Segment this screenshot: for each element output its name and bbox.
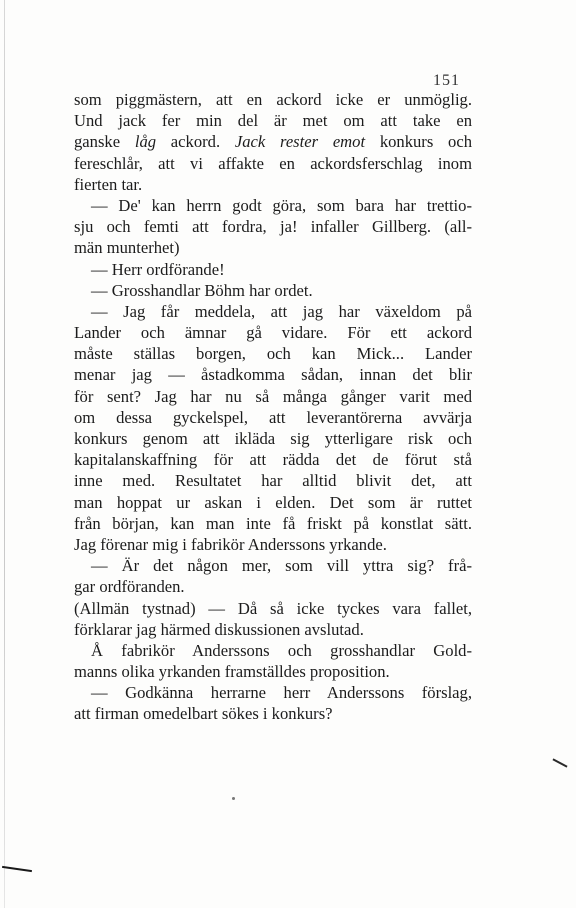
text-line: Und jack fer min del är met om att take en <box>74 111 472 131</box>
text-line: gar ordföranden. <box>74 577 185 597</box>
text-line: som piggmästern, att en ackord icke er unmöglig. <box>74 90 472 109</box>
page-number: 151 <box>433 72 460 89</box>
text-line: manns olika yrkanden framställdes proposition. <box>74 662 390 682</box>
text-line: att firman omedelbart sökes i konkurs? <box>74 704 333 724</box>
text-line: — Herr ordförande! <box>91 259 225 279</box>
text-line: män munterhet) <box>74 238 180 258</box>
page-edge-line <box>4 0 5 908</box>
text-line: menar jag — åstadkomma sådan, innan det blir <box>74 365 472 385</box>
text-line: kapitalanskaffning för att rädda det de förut stå <box>74 450 472 470</box>
text-line: förklarar jag härmed diskussionen avslutad. <box>74 619 364 639</box>
text-line: — De' kan herrn godt göra, som bara har trettio- <box>91 195 472 215</box>
text-line: — Grosshandlar Böhm har ordet. <box>91 280 313 300</box>
text-line: konkurs genom att ikläda sig ytterligare risk och <box>74 429 472 448</box>
text-line: fierten tar. <box>74 174 143 194</box>
body-text <box>74 89 472 725</box>
text-line: sju och femti att fordra, ja! infaller Gillberg. (all- <box>74 217 472 237</box>
scan-artifact-mark <box>552 758 567 767</box>
text-line: från början, kan man inte få friskt på konstlat sätt. <box>74 513 472 533</box>
text-line: — Godkänna herrarne herr Anderssons förslag, <box>91 683 472 703</box>
text-line: inne med. Resultatet har alltid blivit det, att <box>74 471 472 491</box>
scan-speck <box>232 797 235 800</box>
text-line: om dessa gyckelspel, att leverantörerna avvärja <box>74 407 472 427</box>
text-line: Jag förenar mig i fabrikör Anderssons yrkande. <box>74 534 387 554</box>
text-line: ganske låg ackord. Jack rester emot konkurs och <box>74 132 472 152</box>
text-line: fereschlår, att vi affakte en ackordsferschlag inom <box>74 153 472 173</box>
text-line: — Är det någon mer, som vill yttra sig? frå- <box>91 556 472 576</box>
text-line: måste ställas borgen, och kan Mick... Lander <box>74 344 472 364</box>
text-line: (Allmän tystnad) — Då så icke tyckes vara fallet, <box>74 598 472 618</box>
text-line: för sent? Jag har nu så många gånger varit med <box>74 386 472 406</box>
text-line: Å fabrikör Anderssons och grosshandlar Gold- <box>91 640 472 660</box>
scan-artifact-mark <box>2 866 32 872</box>
text-line: man hoppat ur askan i elden. Det som är ruttet <box>74 492 472 512</box>
text-line: — Jag får meddela, att jag har växeldom på <box>91 301 472 321</box>
text-line: Lander och ämnar gå vidare. För ett ackord <box>74 323 472 343</box>
